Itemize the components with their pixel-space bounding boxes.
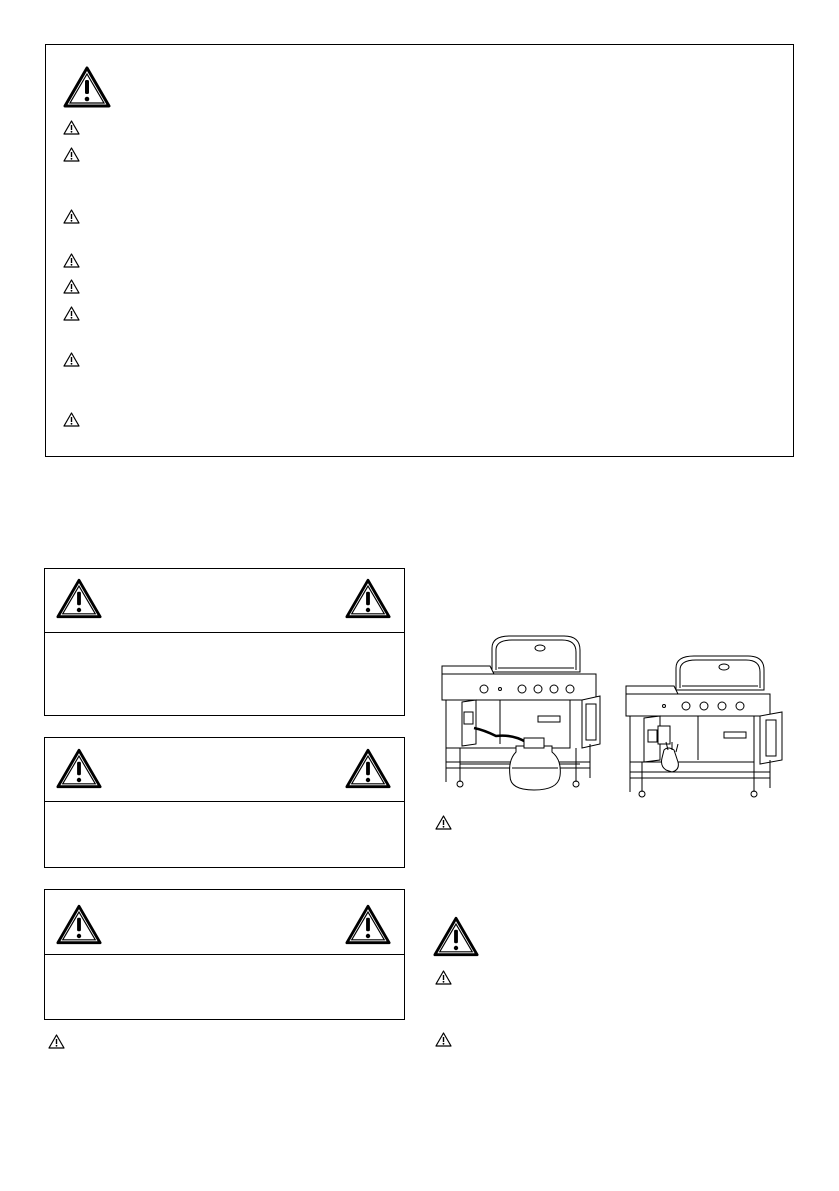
- warning-triangle-icon: [56, 748, 102, 789]
- warning-triangle-icon: [345, 904, 391, 945]
- warning-box-divider: [44, 801, 405, 802]
- warning-triangle-icon: [63, 147, 80, 162]
- warning-triangle-icon: [435, 1032, 452, 1047]
- warning-triangle-icon: [433, 916, 479, 957]
- warning-triangle-icon: [345, 748, 391, 789]
- warning-triangle-icon: [63, 209, 80, 224]
- warning-triangle-icon: [63, 66, 111, 108]
- warning-triangle-icon: [56, 904, 102, 945]
- warning-triangle-icon: [63, 352, 80, 367]
- grill-illustration-hand: [624, 654, 788, 800]
- warning-triangle-icon: [435, 815, 452, 830]
- warning-triangle-icon: [63, 120, 80, 135]
- warning-triangle-icon: [63, 412, 80, 427]
- grill-illustration-cylinder: [440, 634, 604, 792]
- warning-triangle-icon: [345, 578, 391, 619]
- warning-triangle-icon: [48, 1034, 65, 1049]
- warning-box-divider: [44, 632, 405, 633]
- warning-triangle-icon: [56, 578, 102, 619]
- warning-triangle-icon: [435, 970, 452, 985]
- warning-triangle-icon: [63, 253, 80, 268]
- warning-box-divider: [44, 954, 405, 955]
- warning-triangle-icon: [63, 279, 80, 294]
- top-warning-box: [45, 44, 794, 457]
- warning-triangle-icon: [63, 306, 80, 321]
